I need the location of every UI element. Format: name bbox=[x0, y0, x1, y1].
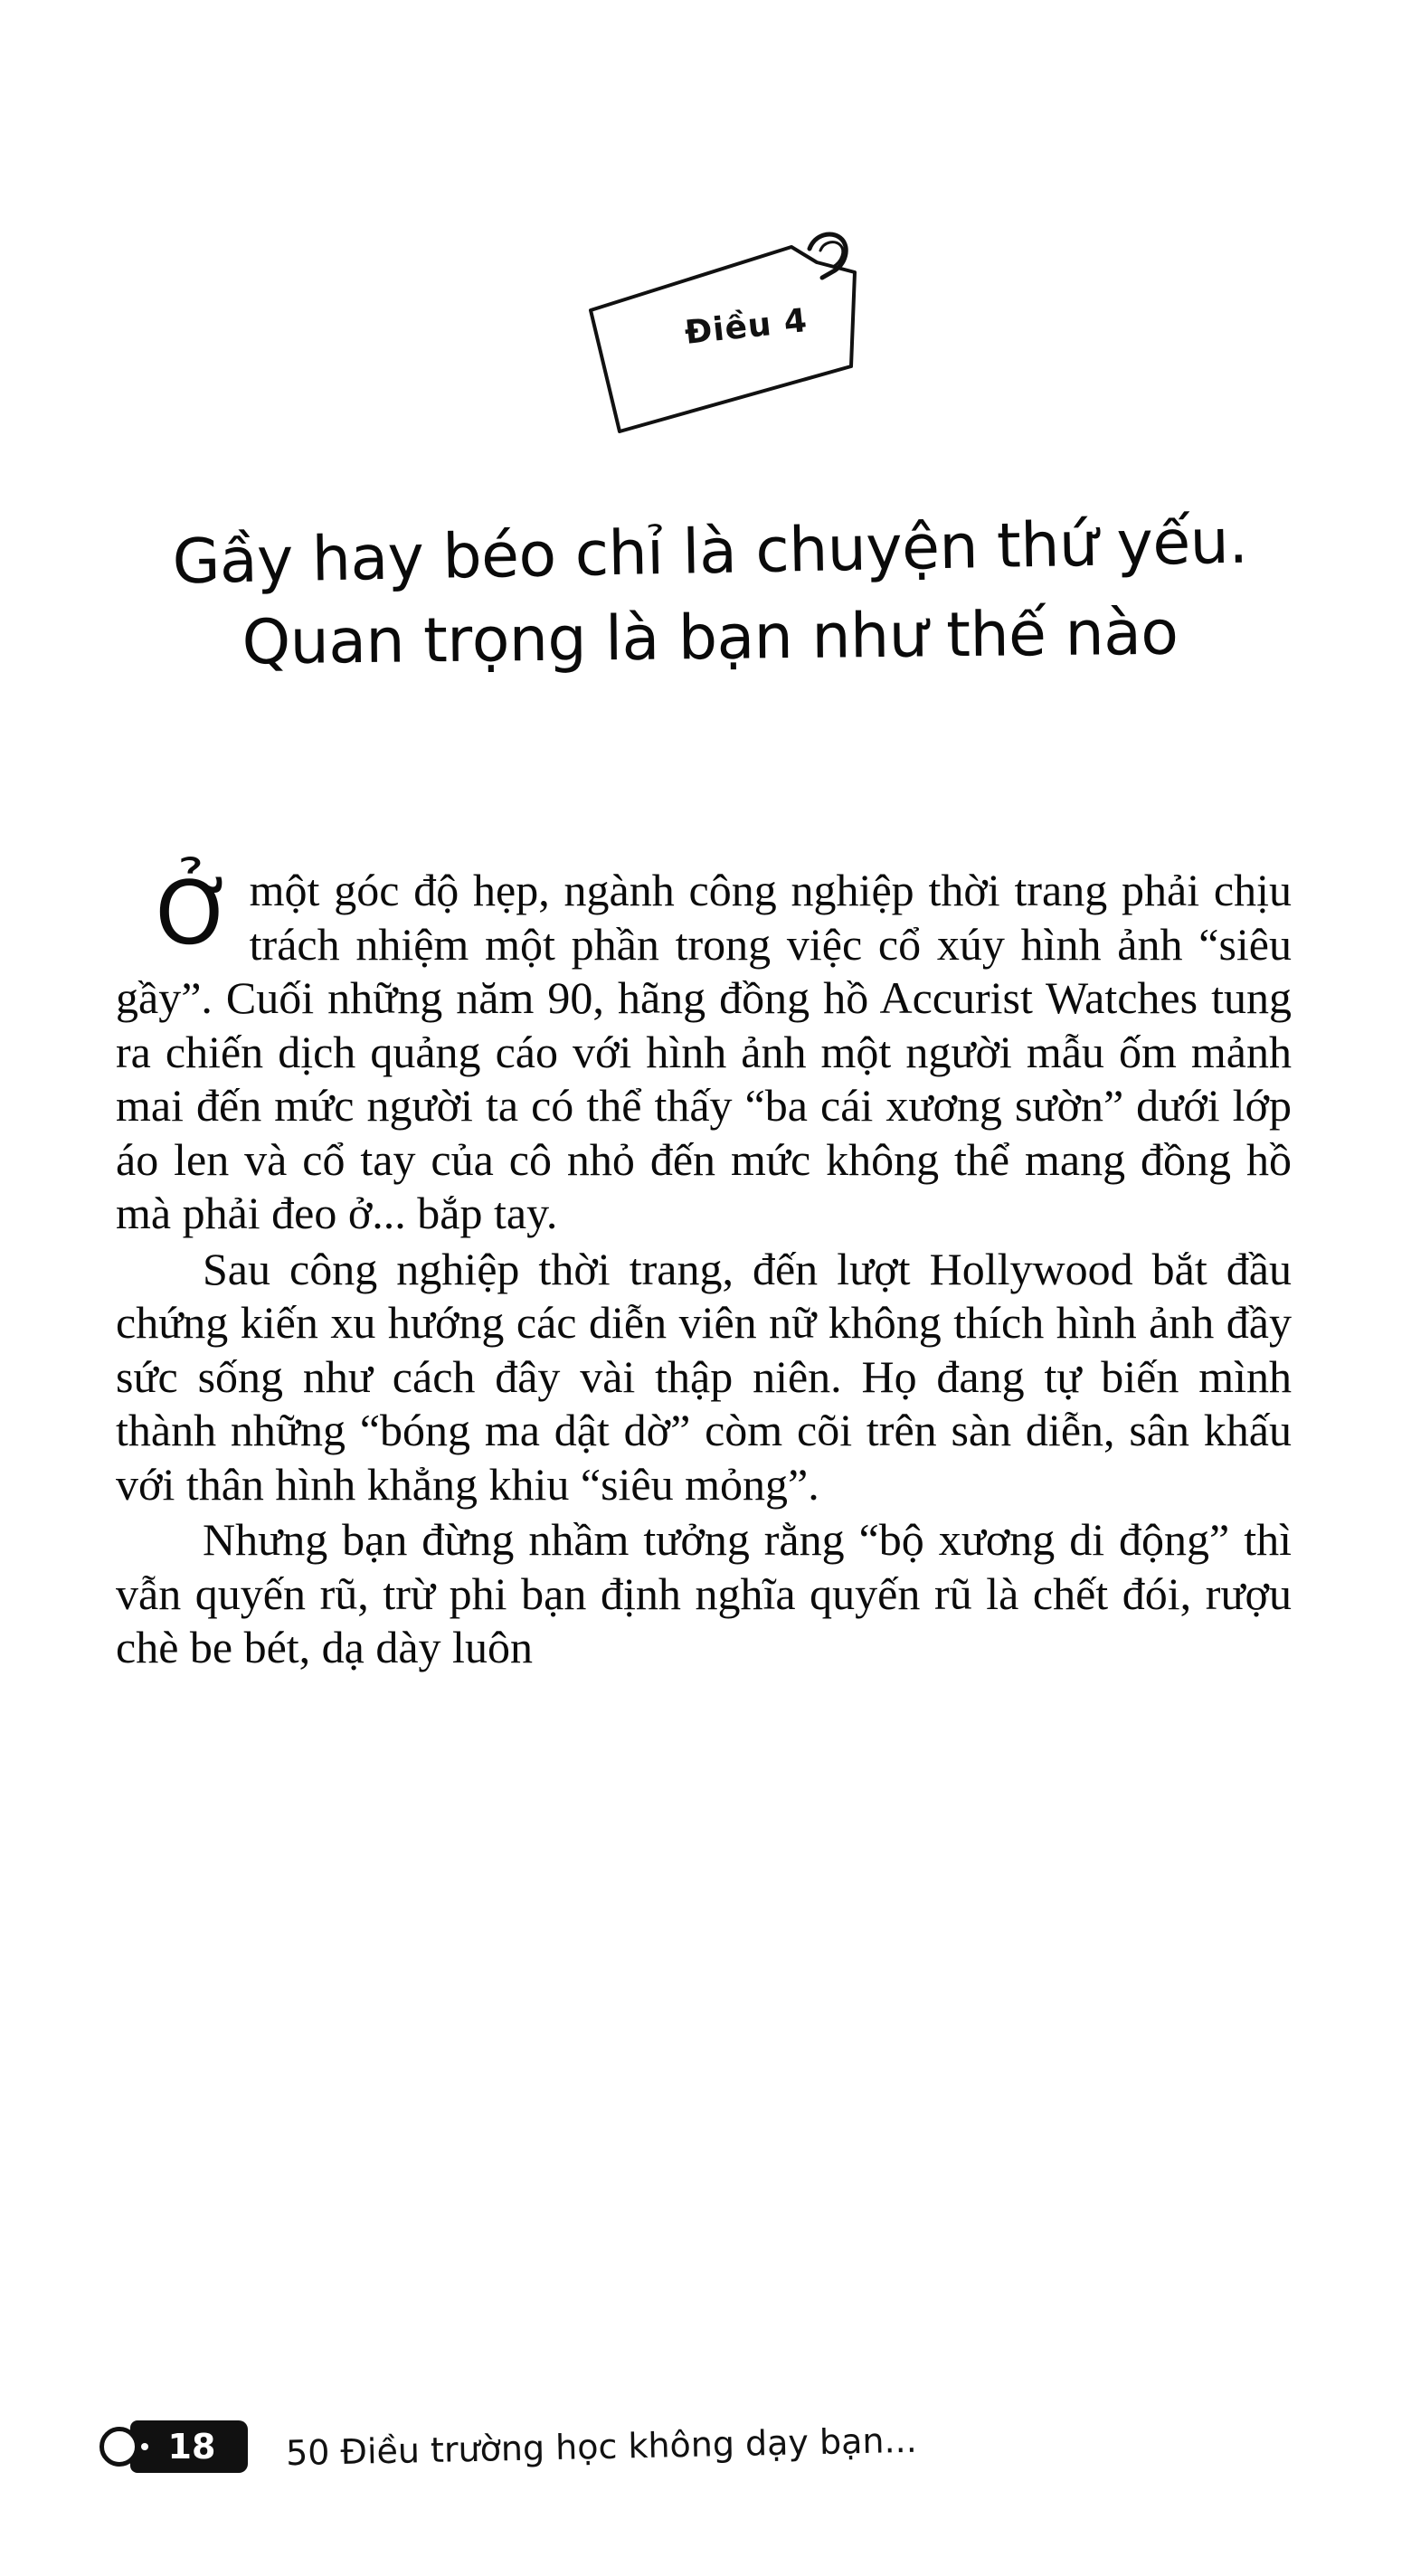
paragraph-3: Nhưng bạn đừng nhầm tưởng rằng “bộ xương di động” thì vẫn quyến rũ, trừ phi bạn định nghĩa quyến rũ là chết đói, rượu chè be bét, dạ dày luôn bbox=[116, 1514, 1292, 1672]
page-title-line-1: Gầy hay béo chỉ là chuyện thứ yếu. bbox=[171, 506, 1249, 598]
page-footer bbox=[99, 2419, 917, 2475]
page-title bbox=[109, 506, 1312, 680]
body-text bbox=[116, 864, 1292, 1677]
page-title-line-2: Quan trọng là bạn như thế nào bbox=[241, 597, 1179, 679]
paragraph-2: Sau công nghiệp thời trang, đến lượt Hollywood bắt đầu chứng kiến xu hướng các diễn viên nữ không thích hình ảnh đầy sức sống như cách đây vài thập niên. Họ đang tự biến mình thành những “bóng ma dật dờ” còm cõi trên sàn diễn, sân khấu với thân hình khẳng khiu “siêu mỏng”. bbox=[116, 1243, 1292, 1510]
dot-icon bbox=[141, 2443, 148, 2450]
page-number-tag bbox=[99, 2420, 248, 2473]
drop-cap: Ở bbox=[156, 863, 235, 964]
chapter-tag bbox=[583, 231, 891, 443]
ring-icon bbox=[99, 2427, 139, 2467]
paragraph-1 bbox=[116, 864, 1292, 1241]
chapter-tag-label: Điều 4 bbox=[683, 301, 810, 353]
paragraph-1-text: một góc độ hẹp, ngành công nghiệp thời trang phải chịu trách nhiệm một phần trong việc cổ xúy hình ảnh “siêu gầy”. Cuối những năm 90, hãng đồng hồ Accurist Watches tung ra chiến dịch quảng cáo với hình ảnh một người mẫu ốm mảnh mai đến mức người ta có thể thấy “ba cái xương sườn” dưới lớp áo len và cổ tay của cô nhỏ đến mức không thể mang đồng hồ mà phải đeo ở... bắp tay. bbox=[116, 865, 1292, 1238]
footer-book-title: 50 Điều trường học không dạy bạn... bbox=[285, 2420, 918, 2474]
page-number-label: 18 bbox=[167, 2427, 216, 2467]
page-number bbox=[130, 2420, 248, 2473]
